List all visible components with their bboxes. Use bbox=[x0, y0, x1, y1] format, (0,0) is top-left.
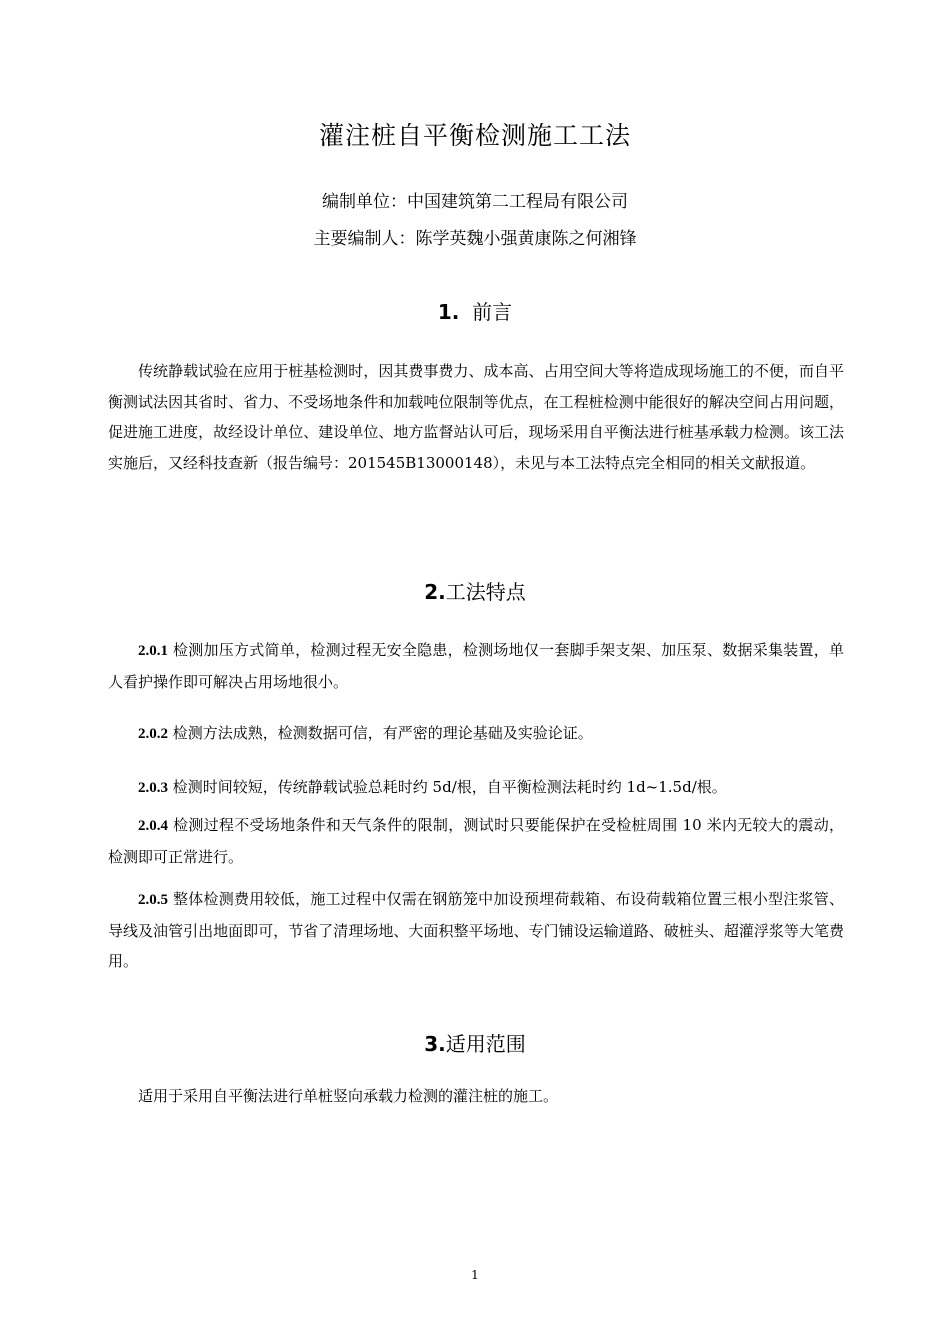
section-heading-3 bbox=[0, 1028, 950, 1057]
feature-item bbox=[108, 772, 844, 804]
section-title: 前言 bbox=[472, 300, 513, 324]
feature-item bbox=[108, 635, 844, 697]
section-title: 适用范围 bbox=[445, 1032, 526, 1056]
section-number: 3. bbox=[424, 1032, 446, 1056]
section-heading-1 bbox=[0, 296, 950, 325]
section-heading-2 bbox=[0, 576, 950, 605]
preface-paragraph: 传统静载试验在应用于桩基检测时，因其费事费力、成本高、占用空间大等将造成现场施工的不便，而自平衡测试法因其省时、省力、不受场地条件和加载吨位限制等优点，在工程桩检测中能很好的解决空间占用问题，促进施工进度，故经设计单位、建设单位、地方监督站认可后，现场采用自平衡法进行桩基承载力检测。该工法实施后，又经科技查新（报告编号：201545B13000148），未见与本工法特点完全相同的相关文献报道。 bbox=[108, 362, 844, 472]
item-number: 2.0.2 bbox=[138, 726, 168, 742]
section-number: 2. bbox=[424, 580, 446, 604]
compiling-unit: 编制单位：中国建筑第二工程局有限公司 bbox=[322, 192, 628, 212]
item-text: 检测过程不受场地条件和天气条件的限制，测试时只要能保护在受检桩周围 10 米内无较大的震动，检测即可正常进行。 bbox=[108, 816, 844, 866]
feature-item bbox=[108, 718, 844, 750]
document-title: 灌注桩自平衡检测施工工法 bbox=[318, 121, 631, 150]
section-number: 1. bbox=[437, 300, 460, 324]
feature-item bbox=[108, 884, 844, 977]
item-number: 2.0.3 bbox=[138, 780, 168, 796]
item-text: 整体检测费用较低，施工过程中仅需在钢筋笼中加设预埋荷载箱、布设荷载箱位置三根小型注浆管、导线及油管引出地面即可，节省了清理场地、大面积整平场地、专门铺设运输道路、破桩头、超灌浮浆等大笔费用。 bbox=[108, 890, 844, 970]
main-authors: 主要编制人：陈学英魏小强黄康陈之何湘锋 bbox=[313, 229, 637, 249]
scope-paragraph: 适用于采用自平衡法进行单桩竖向承载力检测的灌注桩的施工。 bbox=[138, 1087, 559, 1105]
item-text: 检测加压方式简单，检测过程无安全隐患，检测场地仅一套脚手架支架、加压泵、数据采集装置，单人看护操作即可解决占用场地很小。 bbox=[108, 641, 844, 691]
item-number: 2.0.1 bbox=[138, 643, 168, 659]
section-title: 工法特点 bbox=[445, 580, 526, 604]
item-number: 2.0.5 bbox=[138, 892, 168, 908]
item-text: 检测时间较短，传统静载试验总耗时约 5d/根，自平衡检测法耗时约 1d~1.5d/根。 bbox=[172, 778, 727, 796]
feature-item bbox=[108, 810, 844, 872]
page-number: 1 bbox=[471, 1268, 479, 1282]
item-number: 2.0.4 bbox=[138, 818, 168, 834]
item-text: 检测方法成熟，检测数据可信，有严密的理论基础及实验论证。 bbox=[172, 724, 593, 742]
